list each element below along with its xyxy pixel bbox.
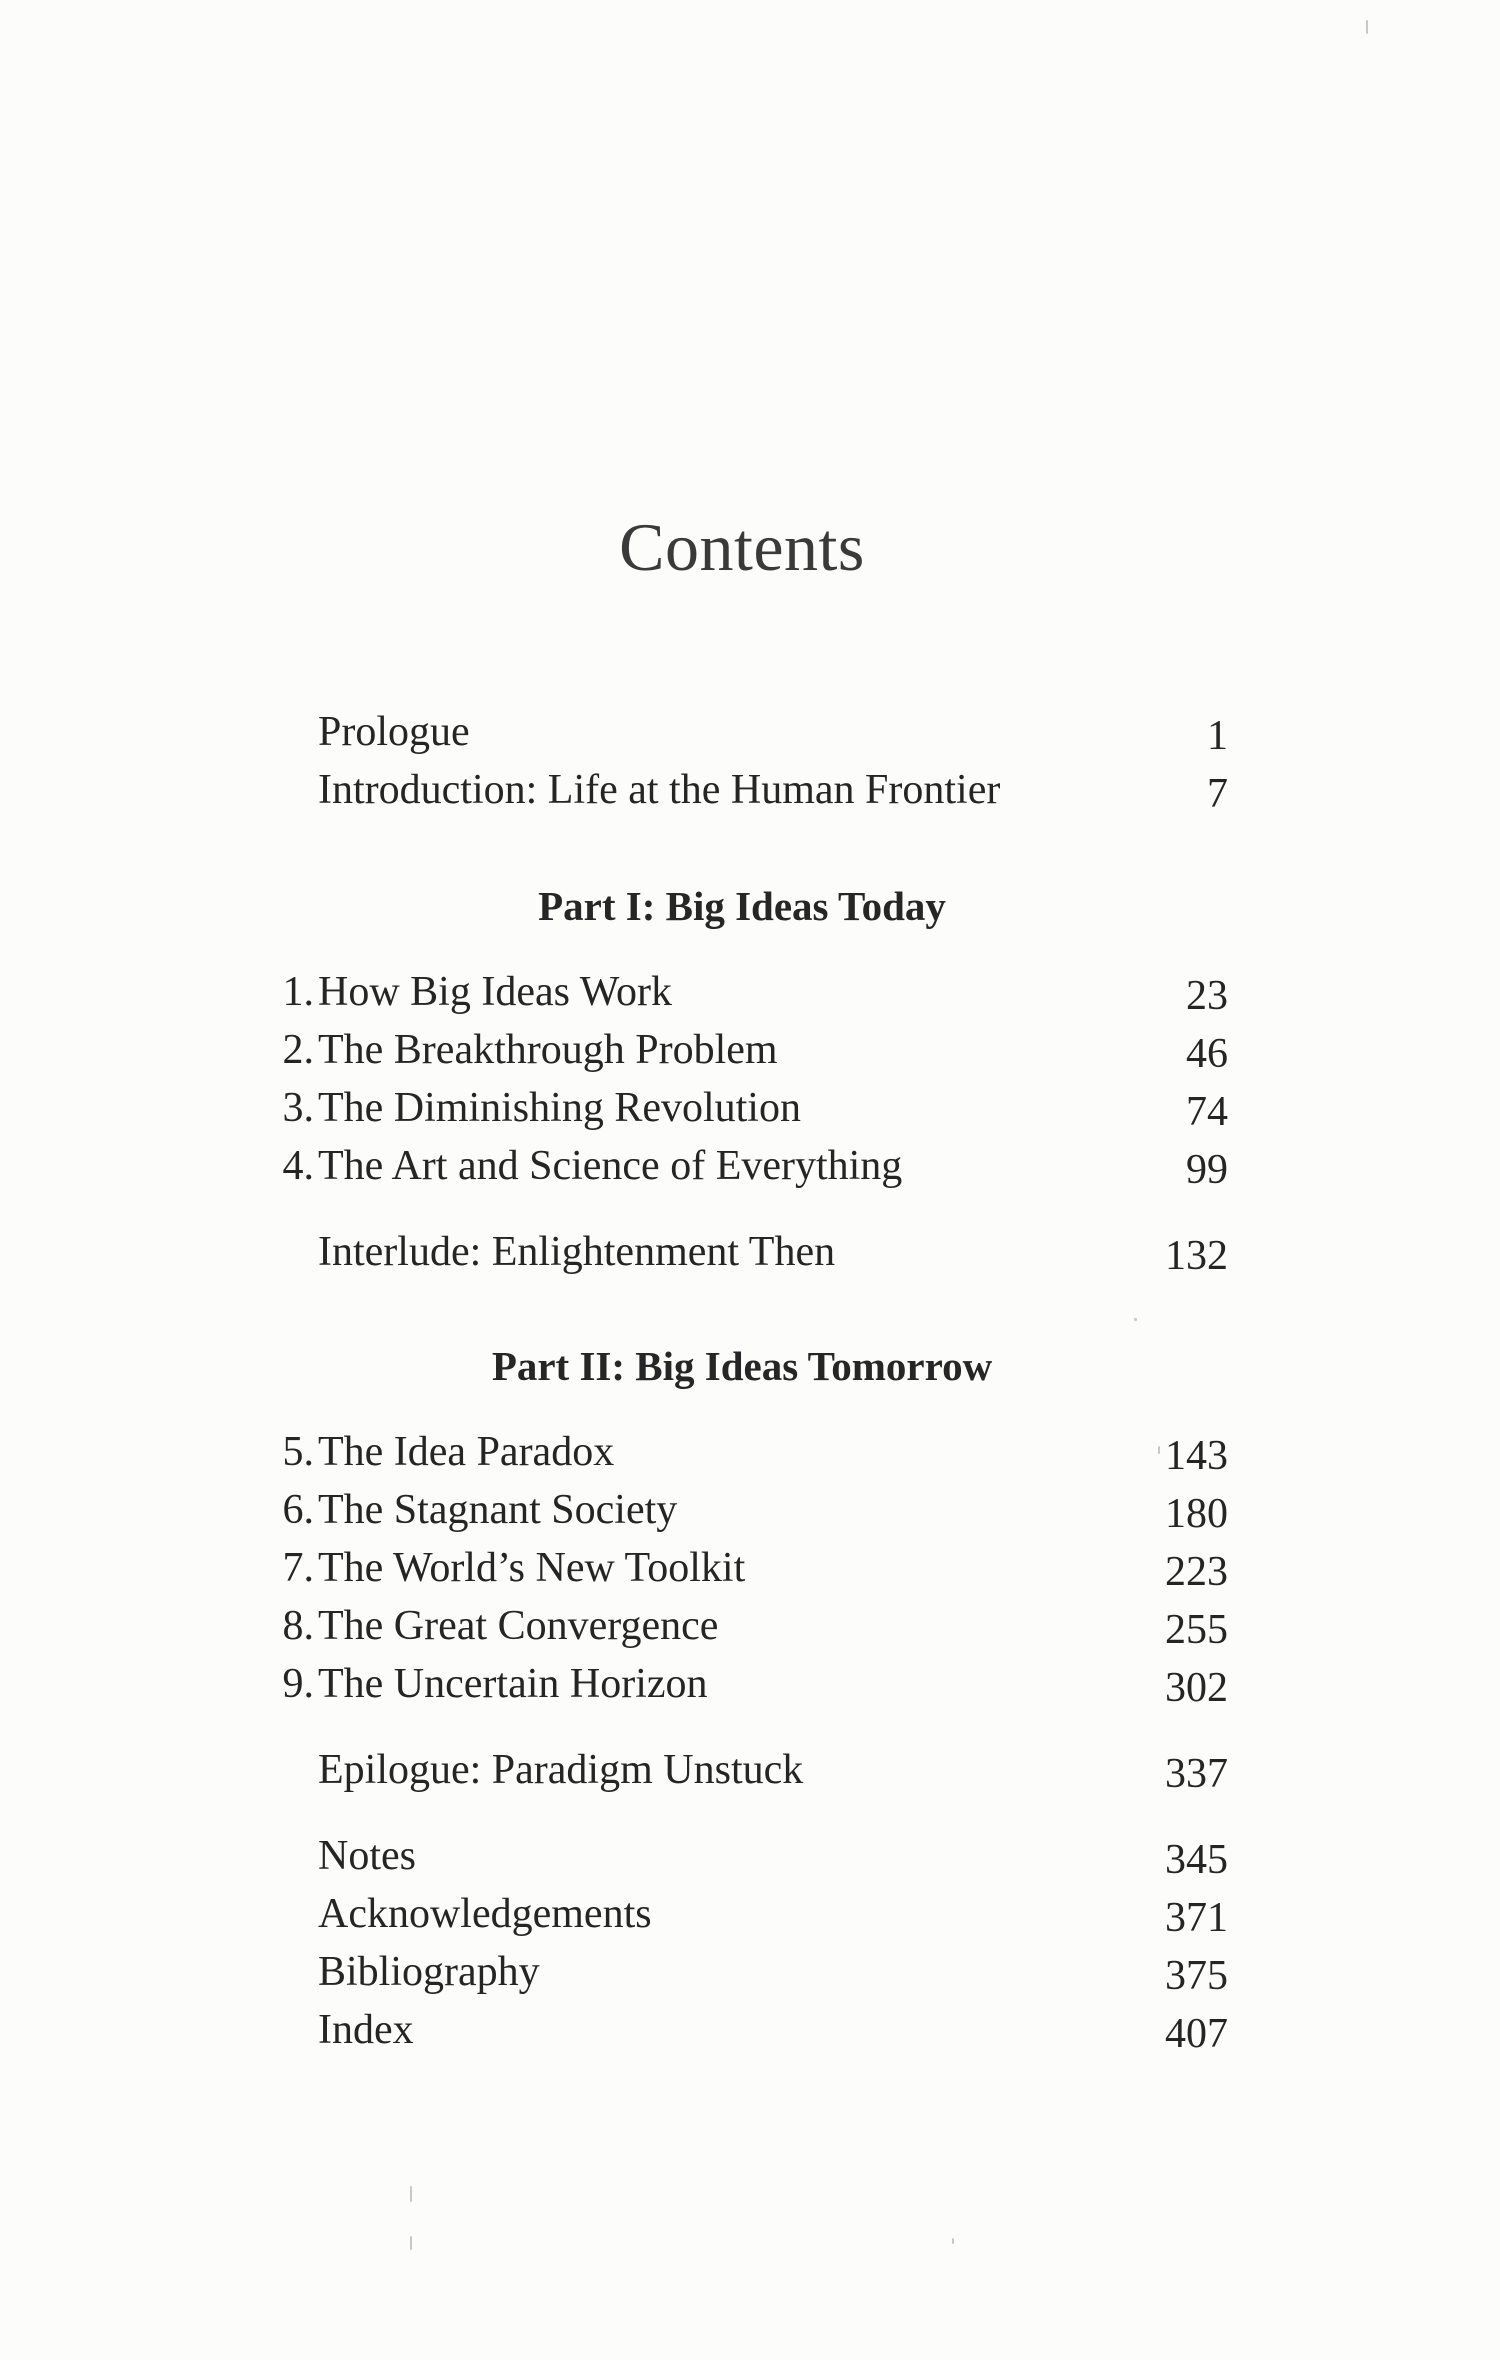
entry-label: The Diminishing Revolution — [318, 1085, 801, 1131]
toc-entry-chapter-2 — [0, 1022, 1500, 1078]
scan-speck — [1134, 1318, 1137, 1321]
entry-page: 223 — [1165, 1549, 1228, 1595]
entry-page: 345 — [1165, 1837, 1228, 1883]
toc-entry-acknowledgements — [0, 1886, 1500, 1942]
toc-entry-chapter-8 — [0, 1598, 1500, 1654]
entry-page: 132 — [1165, 1233, 1228, 1279]
entry-label: The Art and Science of Everything — [318, 1143, 903, 1189]
entry-label: Interlude: Enlightenment Then — [318, 1229, 836, 1275]
scan-speck — [1366, 20, 1368, 34]
entry-label: The Stagnant Society — [318, 1487, 678, 1533]
toc-entry-chapter-5 — [0, 1424, 1500, 1480]
entry-label: Notes — [318, 1833, 416, 1879]
entry-page: 99 — [1186, 1147, 1228, 1193]
chapter-number: 9. — [282, 1661, 314, 1707]
toc-entry-chapter-9 — [0, 1656, 1500, 1712]
toc-entry-chapter-7 — [0, 1540, 1500, 1596]
entry-page: 375 — [1165, 1953, 1228, 1999]
chapter-number: 3. — [282, 1085, 314, 1131]
toc-entry-chapter-4 — [0, 1138, 1500, 1194]
chapter-number: 1. — [282, 969, 314, 1015]
toc-entry-bibliography — [0, 1944, 1500, 2000]
entry-page: 23 — [1186, 973, 1228, 1019]
entry-page: 1 — [1207, 713, 1228, 759]
scan-speck — [410, 2186, 412, 2202]
entry-label: Index — [318, 2007, 414, 2053]
chapter-number: 7. — [282, 1545, 314, 1591]
toc-entry-chapter-6 — [0, 1482, 1500, 1538]
entry-page: 302 — [1165, 1665, 1228, 1711]
entry-page: 255 — [1165, 1607, 1228, 1653]
toc-entry-interlude — [0, 1224, 1500, 1280]
entry-page: 371 — [1165, 1895, 1228, 1941]
entry-page: 143 — [1165, 1433, 1228, 1479]
entry-label: The Breakthrough Problem — [318, 1027, 778, 1073]
chapter-number: 4. — [282, 1143, 314, 1189]
toc-entry-chapter-3 — [0, 1080, 1500, 1136]
entry-label: Acknowledgements — [318, 1891, 652, 1937]
entry-label: Epilogue: Paradigm Unstuck — [318, 1747, 804, 1793]
entry-page: 7 — [1207, 771, 1228, 817]
page-title: Contents — [619, 509, 865, 585]
entry-label: The Idea Paradox — [318, 1429, 615, 1475]
entry-page: 180 — [1165, 1491, 1228, 1537]
part-heading-2: Part II: Big Ideas Tomorrow — [491, 1343, 993, 1389]
chapter-number: 2. — [282, 1027, 314, 1073]
toc-entry-notes — [0, 1828, 1500, 1884]
toc-entry-chapter-1 — [0, 964, 1500, 1020]
chapter-number: 6. — [282, 1487, 314, 1533]
entry-label: The Great Convergence — [318, 1603, 719, 1649]
entry-label: The Uncertain Horizon — [318, 1661, 708, 1707]
toc-entry-prologue — [0, 704, 1500, 760]
entry-label: Bibliography — [318, 1949, 540, 1995]
toc-entry-epilogue — [0, 1742, 1500, 1798]
entry-label: Introduction: Life at the Human Frontier — [318, 767, 1001, 813]
toc-entry-index — [0, 2002, 1500, 2058]
entry-label: The World’s New Toolkit — [318, 1545, 746, 1591]
toc-entry-introduction — [0, 762, 1500, 818]
entry-label: Prologue — [318, 709, 470, 755]
scan-speck — [952, 2238, 954, 2244]
part-heading-1: Part I: Big Ideas Today — [538, 883, 946, 929]
entry-page: 46 — [1186, 1031, 1228, 1077]
scan-speck — [1158, 1446, 1160, 1454]
entry-page: 337 — [1165, 1751, 1228, 1797]
entry-page: 74 — [1186, 1089, 1228, 1135]
chapter-number: 5. — [282, 1429, 314, 1475]
scan-speck — [410, 2236, 412, 2250]
entry-page: 407 — [1165, 2011, 1228, 2057]
chapter-number: 8. — [282, 1603, 314, 1649]
entry-label: How Big Ideas Work — [318, 969, 672, 1015]
